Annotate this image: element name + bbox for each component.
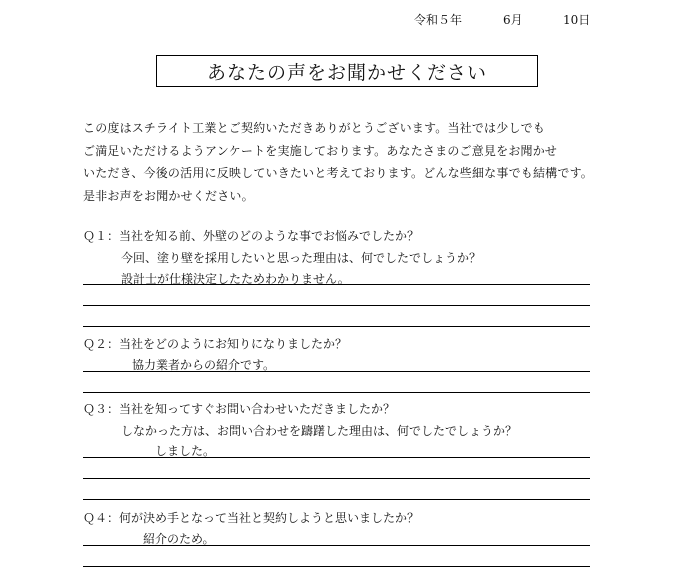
q1-answer-line-1 <box>83 284 590 285</box>
q1-answer: 設計士が仕様決定したためわかりません。 <box>121 272 350 286</box>
q2-answer: 協力業者からの紹介です。 <box>132 358 276 372</box>
intro-line-2: ご満足いただけるようアンケートを実施しております。あなたさまのご意見をお聞かせ <box>83 144 558 158</box>
q2-question: Ｑ２：当社をどのようにお知りになりましたか？ <box>83 337 348 351</box>
q1-answer-line-3 <box>83 326 590 327</box>
intro-line-4: 是非お声をお聞かせください。 <box>83 189 254 203</box>
q1-question: Ｑ１：当社を知る前、外壁のどのような事でお悩みでしたか？ <box>83 229 420 243</box>
q3-answer-line-3 <box>83 499 590 500</box>
q4-answer-line-1 <box>83 545 590 546</box>
q4-answer-line-2 <box>83 566 590 567</box>
q3-answer-line-1 <box>83 457 590 458</box>
q3-question: Ｑ３：当社を知ってすぐお問い合わせいただきましたか？ <box>83 402 396 416</box>
intro-line-3: いただき、今後の活用に反映していきたいと考えております。どんな些細な事でも結構です。 <box>83 166 594 180</box>
q3-answer: しました。 <box>155 444 216 458</box>
survey-title: あなたの声をお聞かせください <box>156 55 538 87</box>
date-era-year: 令和５年 <box>414 13 463 27</box>
q3-answer-line-2 <box>83 478 590 479</box>
intro-line-1: この度はスチライト工業とご契約いただきありがとうございます。当社では少しでも <box>83 121 546 135</box>
q4-question: Ｑ４：何が決め手となって当社と契約しようと思いましたか？ <box>83 511 420 525</box>
q3-sub-question: しなかった方は、お問い合わせを躊躇した理由は、何でしたでしょうか？ <box>121 424 518 438</box>
q2-answer-line-2 <box>83 392 590 393</box>
q2-answer-line-1 <box>83 371 590 372</box>
date-day: 10日 <box>563 13 591 27</box>
q4-answer: 紹介のため。 <box>143 532 215 546</box>
date-month: 6月 <box>503 13 523 27</box>
q1-sub-question: 今回、塗り壁を採用したいと思った理由は、何でしたでしょうか？ <box>121 251 482 265</box>
q1-answer-line-2 <box>83 305 590 306</box>
